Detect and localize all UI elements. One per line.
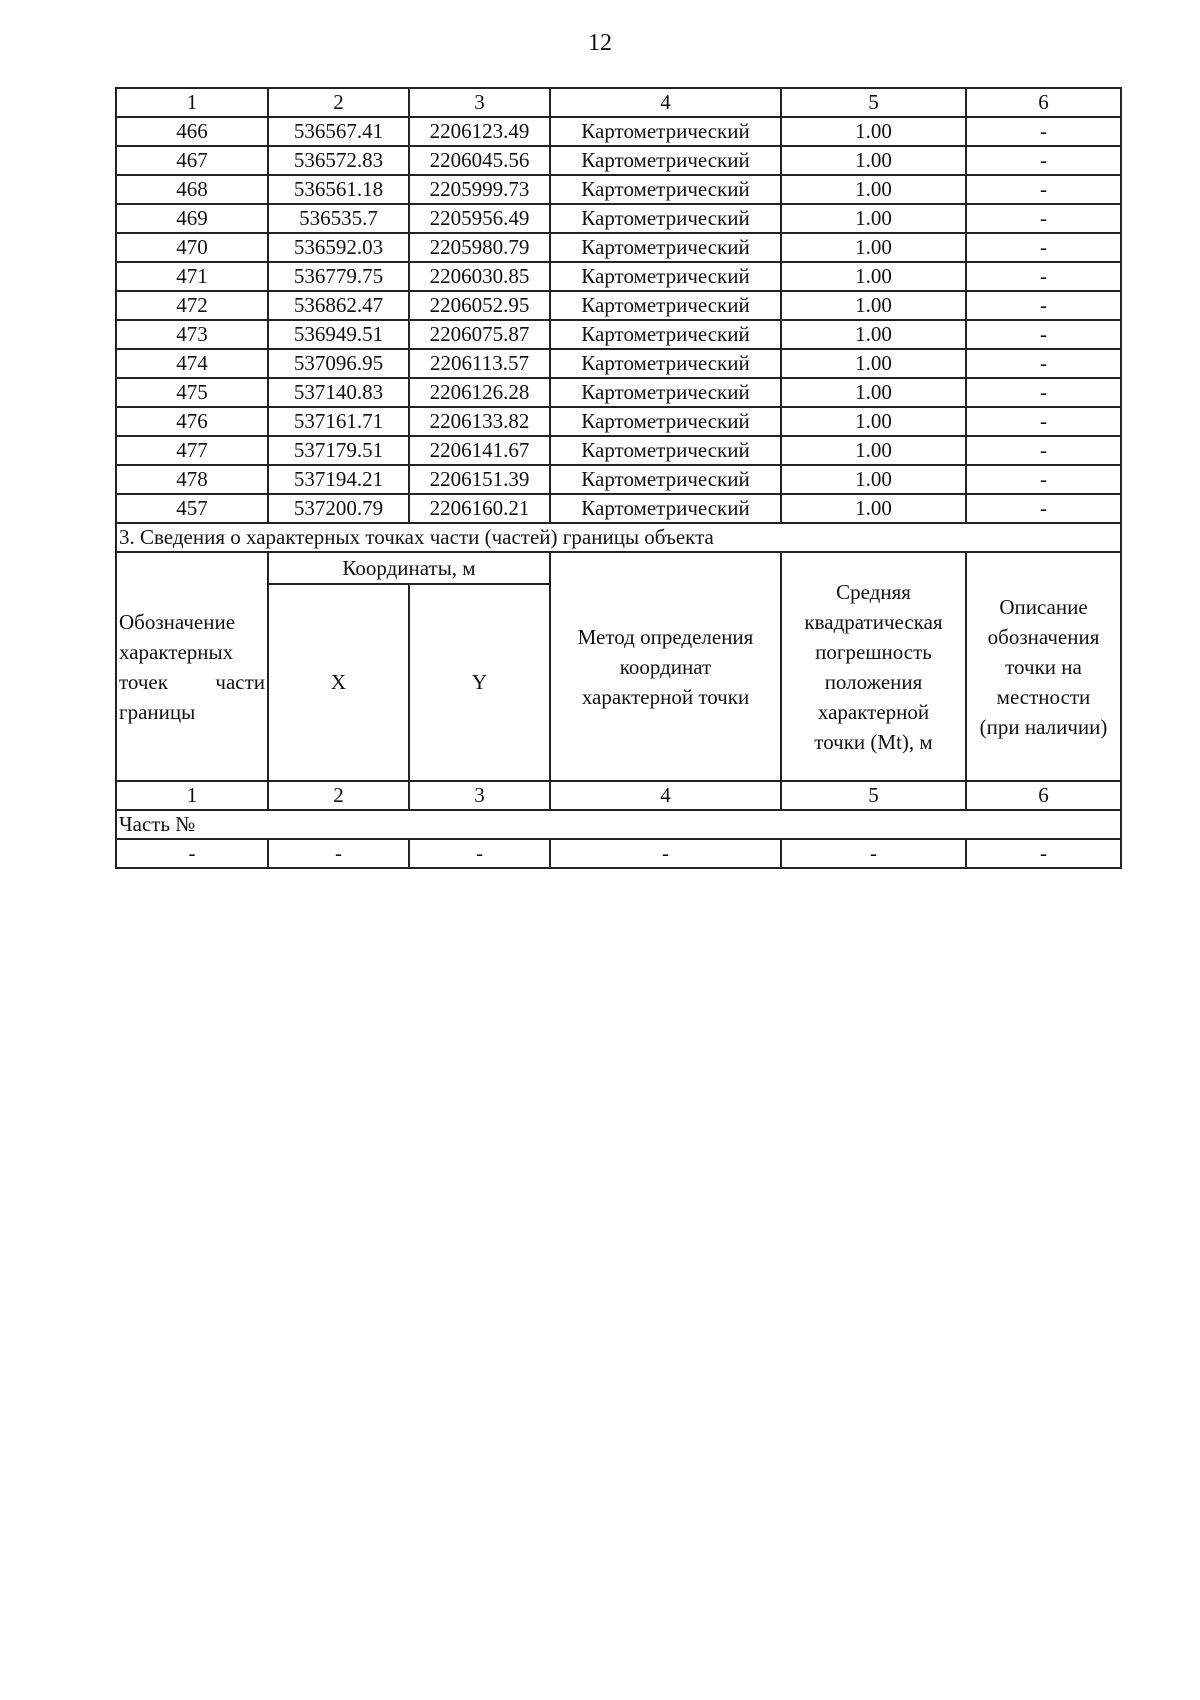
- point-number: 474: [116, 349, 268, 378]
- table-row: [116, 233, 1121, 262]
- column-number: 1: [116, 88, 268, 117]
- point-number: 476: [116, 407, 268, 436]
- description: -: [966, 146, 1121, 175]
- coordinates-header: Координаты, м: [268, 552, 550, 584]
- point-number: 475: [116, 378, 268, 407]
- description: -: [966, 465, 1121, 494]
- description: -: [966, 233, 1121, 262]
- mean-error: 1.00: [781, 349, 966, 378]
- header-line: квадратическая: [804, 609, 943, 634]
- mean-error: 1.00: [781, 146, 966, 175]
- method: Картометрический: [550, 378, 781, 407]
- y-coordinate: 2206160.21: [409, 494, 550, 523]
- description: -: [966, 407, 1121, 436]
- header-line: Описание: [999, 594, 1088, 619]
- y-coordinate: 2206045.56: [409, 146, 550, 175]
- header-line: Обозначение: [119, 609, 236, 634]
- header-line: местности: [996, 684, 1091, 709]
- y-coordinate: 2206052.95: [409, 291, 550, 320]
- method: Картометрический: [550, 465, 781, 494]
- method-header: [550, 552, 781, 781]
- column-number: 1: [116, 781, 268, 810]
- table1-body: [116, 88, 1121, 523]
- mean-error: 1.00: [781, 320, 966, 349]
- column-number: 4: [550, 781, 781, 810]
- column-number: 6: [966, 781, 1121, 810]
- page-number: 12: [588, 30, 612, 56]
- header-line: характерной: [817, 699, 930, 724]
- table-row: [116, 175, 1121, 204]
- header-line: точки (Mt), м: [814, 729, 933, 754]
- x-coordinate: 536862.47: [268, 291, 409, 320]
- empty-cell: -: [550, 839, 781, 868]
- y-header: Y: [409, 584, 550, 781]
- x-coordinate: 536949.51: [268, 320, 409, 349]
- point-number: 469: [116, 204, 268, 233]
- point-number: 457: [116, 494, 268, 523]
- mean-error: 1.00: [781, 204, 966, 233]
- table-row: [116, 465, 1121, 494]
- column-number: 5: [781, 781, 966, 810]
- header-line: точки на: [1005, 654, 1082, 679]
- column-number: 4: [550, 88, 781, 117]
- x-header: X: [268, 584, 409, 781]
- section3-body: [116, 523, 1121, 868]
- method: Картометрический: [550, 204, 781, 233]
- table-row: [116, 378, 1121, 407]
- x-coordinate: 536592.03: [268, 233, 409, 262]
- method: Картометрический: [550, 436, 781, 465]
- empty-cell: -: [409, 839, 550, 868]
- description: -: [966, 175, 1121, 204]
- x-coordinate: 537194.21: [268, 465, 409, 494]
- header-line: характерной точки: [581, 684, 750, 709]
- mean-error: 1.00: [781, 117, 966, 146]
- y-coordinate: 2206151.39: [409, 465, 550, 494]
- y-coordinate: 2206126.28: [409, 378, 550, 407]
- method: Картометрический: [550, 320, 781, 349]
- section-title: 3. Сведения о характерных точках части (частей) границы объекта: [116, 523, 1121, 552]
- mean-error: 1.00: [781, 291, 966, 320]
- point-number: 470: [116, 233, 268, 262]
- point-number: 471: [116, 262, 268, 291]
- mean-error: 1.00: [781, 407, 966, 436]
- table-row: [116, 262, 1121, 291]
- empty-row: [116, 839, 1121, 868]
- table-row: [116, 204, 1121, 233]
- header-line: характерных: [119, 639, 234, 664]
- coordinates-table: [115, 87, 1122, 869]
- column-number: 6: [966, 88, 1121, 117]
- point-number: 472: [116, 291, 268, 320]
- x-coordinate: 537096.95: [268, 349, 409, 378]
- y-coordinate: 2206113.57: [409, 349, 550, 378]
- mean-error: 1.00: [781, 378, 966, 407]
- part-row: [116, 810, 1121, 839]
- table-row: [116, 320, 1121, 349]
- column-number-row: [116, 781, 1121, 810]
- y-coordinate: 2206030.85: [409, 262, 550, 291]
- method: Картометрический: [550, 349, 781, 378]
- column-number: 3: [409, 781, 550, 810]
- description: -: [966, 320, 1121, 349]
- method: Картометрический: [550, 262, 781, 291]
- method: Картометрический: [550, 146, 781, 175]
- y-coordinate: 2205980.79: [409, 233, 550, 262]
- method: Картометрический: [550, 407, 781, 436]
- description: -: [966, 349, 1121, 378]
- method: Картометрический: [550, 175, 781, 204]
- table-row: [116, 146, 1121, 175]
- x-coordinate: 536567.41: [268, 117, 409, 146]
- y-coordinate: 2206123.49: [409, 117, 550, 146]
- table-row: [116, 117, 1121, 146]
- y-coordinate: 2205999.73: [409, 175, 550, 204]
- mean-error: 1.00: [781, 233, 966, 262]
- x-coordinate: 537161.71: [268, 407, 409, 436]
- x-coordinate: 536572.83: [268, 146, 409, 175]
- y-coordinate: 2206075.87: [409, 320, 550, 349]
- header-line: положения: [824, 669, 923, 694]
- point-number: 467: [116, 146, 268, 175]
- mean-error: 1.00: [781, 465, 966, 494]
- header-line: Средняя: [836, 579, 911, 604]
- empty-cell: -: [268, 839, 409, 868]
- point-number: 477: [116, 436, 268, 465]
- method: Картометрический: [550, 291, 781, 320]
- header-line: обозначения: [987, 624, 1100, 649]
- header-line: границы: [119, 699, 196, 724]
- mean-error: 1.00: [781, 262, 966, 291]
- column-number: 3: [409, 88, 550, 117]
- section3-header-row: [116, 552, 1121, 584]
- point-number: 478: [116, 465, 268, 494]
- description: -: [966, 291, 1121, 320]
- point-number: 466: [116, 117, 268, 146]
- empty-cell: -: [116, 839, 268, 868]
- header-line: (при наличии): [979, 714, 1108, 739]
- method: Картометрический: [550, 494, 781, 523]
- table-row: [116, 407, 1121, 436]
- x-coordinate: 536779.75: [268, 262, 409, 291]
- description: -: [966, 262, 1121, 291]
- empty-cell: -: [781, 839, 966, 868]
- y-coordinate: 2206133.82: [409, 407, 550, 436]
- point-number: 468: [116, 175, 268, 204]
- section-title-row: [116, 523, 1121, 552]
- x-coordinate: 537140.83: [268, 378, 409, 407]
- description: -: [966, 204, 1121, 233]
- x-coordinate: 537179.51: [268, 436, 409, 465]
- header-line: точек части: [119, 669, 265, 694]
- mean-error: 1.00: [781, 436, 966, 465]
- mean-error: 1.00: [781, 494, 966, 523]
- y-coordinate: 2205956.49: [409, 204, 550, 233]
- column-number-row: [116, 88, 1121, 117]
- table-row: [116, 436, 1121, 465]
- column-number: 5: [781, 88, 966, 117]
- mean-error: 1.00: [781, 175, 966, 204]
- method: Картометрический: [550, 233, 781, 262]
- description: -: [966, 378, 1121, 407]
- designation-header: [116, 552, 268, 781]
- error-header: [781, 552, 966, 781]
- y-coordinate: 2206141.67: [409, 436, 550, 465]
- x-coordinate: 536561.18: [268, 175, 409, 204]
- description: -: [966, 494, 1121, 523]
- column-number: 2: [268, 781, 409, 810]
- table-row: [116, 291, 1121, 320]
- description: -: [966, 117, 1121, 146]
- x-coordinate: 536535.7: [268, 204, 409, 233]
- part-label: Часть №: [116, 810, 1121, 839]
- column-number: 2: [268, 88, 409, 117]
- description: -: [966, 436, 1121, 465]
- header-line: координат: [619, 654, 712, 679]
- point-number: 473: [116, 320, 268, 349]
- table-row: [116, 349, 1121, 378]
- description-header: [966, 552, 1121, 781]
- method: Картометрический: [550, 117, 781, 146]
- x-coordinate: 537200.79: [268, 494, 409, 523]
- header-line: Метод определения: [577, 624, 754, 649]
- table-row: [116, 494, 1121, 523]
- empty-cell: -: [966, 839, 1121, 868]
- header-line: погрешность: [815, 639, 932, 664]
